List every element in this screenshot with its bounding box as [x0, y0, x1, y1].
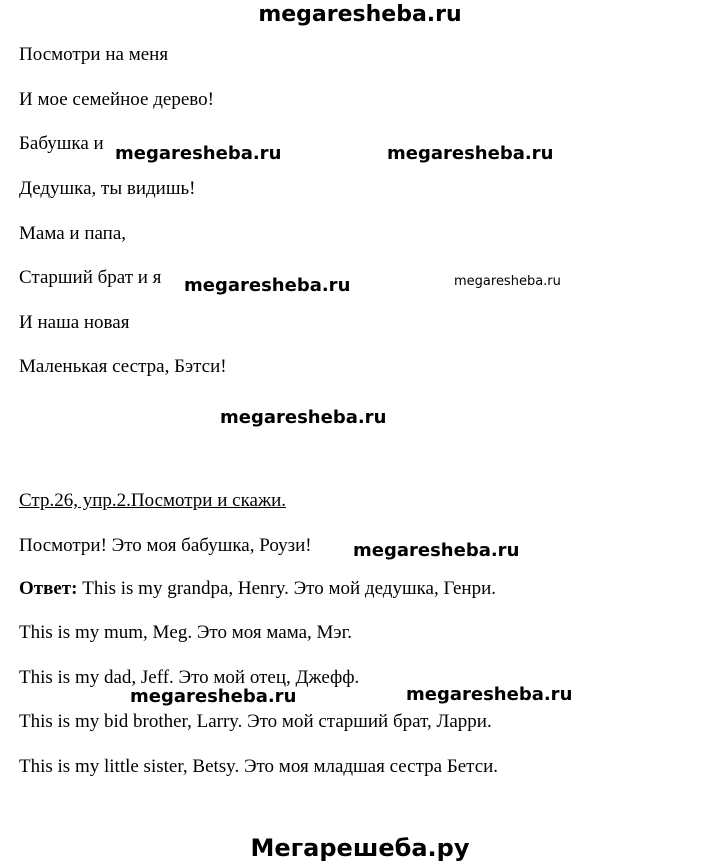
watermark: megaresheba.ru [454, 274, 561, 289]
poem-line: И наша новая [19, 312, 130, 333]
answer-line [19, 578, 496, 600]
poem-line: Бабушка и [19, 133, 104, 154]
watermark: megaresheba.ru [353, 540, 520, 561]
answer-line: This is my little sister, Betsy. Это моя младшая сестра Бетси. [19, 756, 499, 777]
watermark: megaresheba.ru [130, 686, 297, 707]
watermark: megaresheba.ru [220, 407, 387, 428]
poem-line: Старший брат и я [19, 267, 162, 288]
poem-line: И мое семейное дерево! [19, 89, 214, 110]
site-header: megaresheba.ru [258, 2, 462, 27]
answer-label: Ответ: [19, 578, 78, 599]
poem-line: Дедушка, ты видишь! [19, 178, 196, 199]
poem-line: Мама и папа, [19, 223, 127, 244]
watermark: megaresheba.ru [406, 684, 573, 705]
watermark: megaresheba.ru [387, 143, 554, 164]
poem-line: Маленькая сестра, Бэтси! [19, 356, 227, 377]
site-footer: Мегарешеба.ру [250, 834, 470, 862]
watermark: megaresheba.ru [115, 143, 282, 164]
watermark: megaresheba.ru [184, 275, 351, 296]
answer-line: This is my dad, Jeff. Это мой отец, Джефф. [19, 667, 360, 688]
answer-line: This is my bid brother, Larry. Это мой старший брат, Ларри. [19, 711, 492, 732]
exercise-heading: Стр.26, упр.2.Посмотри и скажи. [19, 490, 287, 511]
answer-text: This is my grandpa, Henry. Это мой дедушка, Генри. [77, 578, 497, 599]
poem-line: Посмотри на меня [19, 44, 169, 65]
exercise-prompt: Посмотри! Это моя бабушка, Роузи! [19, 535, 312, 556]
answer-line: This is my mum, Meg. Это моя мама, Мэг. [19, 622, 352, 643]
